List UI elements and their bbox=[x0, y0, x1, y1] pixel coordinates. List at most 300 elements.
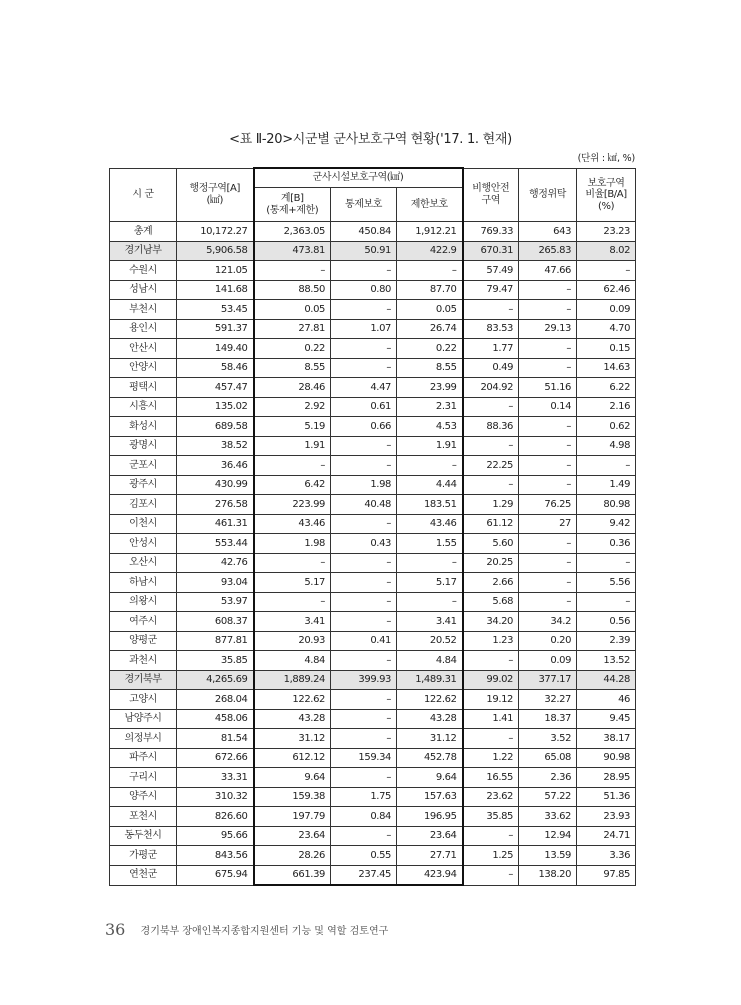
cell-value: 47.66 bbox=[519, 261, 577, 281]
cell-value: 81.54 bbox=[177, 729, 254, 749]
table-row bbox=[110, 475, 636, 495]
cell-value: 141.68 bbox=[177, 280, 254, 300]
cell-city-name: 고양시 bbox=[110, 690, 177, 710]
table-row bbox=[110, 319, 636, 339]
cell-value: 28.46 bbox=[254, 378, 331, 398]
cell-value: – bbox=[463, 651, 519, 671]
table-row bbox=[110, 514, 636, 534]
cell-value: 3.52 bbox=[519, 729, 577, 749]
cell-value: 0.15 bbox=[577, 339, 636, 359]
cell-value: – bbox=[331, 456, 397, 476]
cell-value: 1.23 bbox=[463, 631, 519, 651]
cell-value: 1.75 bbox=[331, 787, 397, 807]
cell-value: 612.12 bbox=[254, 748, 331, 768]
cell-city-name: 안산시 bbox=[110, 339, 177, 359]
cell-value: 5,906.58 bbox=[177, 241, 254, 261]
cell-value: 1.98 bbox=[254, 534, 331, 554]
unit-note: (단위 : ㎢, %) bbox=[577, 153, 635, 164]
cell-value: 1.49 bbox=[577, 475, 636, 495]
cell-value: 4.53 bbox=[397, 417, 463, 437]
cell-value: 3.41 bbox=[254, 612, 331, 632]
cell-value: 0.62 bbox=[577, 417, 636, 437]
cell-value: 4,265.69 bbox=[177, 670, 254, 690]
cell-city-name: 의정부시 bbox=[110, 729, 177, 749]
cell-value: 643 bbox=[519, 222, 577, 242]
cell-value: 53.45 bbox=[177, 300, 254, 320]
cell-value: 452.78 bbox=[397, 748, 463, 768]
cell-value: – bbox=[519, 417, 577, 437]
cell-city-name: 안성시 bbox=[110, 534, 177, 554]
cell-value: 4.47 bbox=[331, 378, 397, 398]
cell-city-name: 포천시 bbox=[110, 807, 177, 827]
cell-value: – bbox=[331, 514, 397, 534]
header-admin-area: 행정구역[A] (㎢) bbox=[177, 168, 254, 222]
header-military-group: 군사시설보호구역(㎢) bbox=[254, 168, 463, 188]
table-row bbox=[110, 241, 636, 261]
cell-city-name: 총계 bbox=[110, 222, 177, 242]
cell-value: 1.91 bbox=[254, 436, 331, 456]
page-number: 36 bbox=[105, 920, 126, 939]
cell-city-name: 동두천시 bbox=[110, 826, 177, 846]
cell-value: – bbox=[463, 300, 519, 320]
cell-value: 65.08 bbox=[519, 748, 577, 768]
cell-value: 76.25 bbox=[519, 495, 577, 515]
cell-value: 38.17 bbox=[577, 729, 636, 749]
cell-value: 1,912.21 bbox=[397, 222, 463, 242]
cell-value: 675.94 bbox=[177, 865, 254, 885]
cell-value: 2.39 bbox=[577, 631, 636, 651]
table-row bbox=[110, 339, 636, 359]
cell-value: 61.12 bbox=[463, 514, 519, 534]
cell-city-name: 남양주시 bbox=[110, 709, 177, 729]
cell-value: – bbox=[463, 397, 519, 417]
cell-value: 97.85 bbox=[577, 865, 636, 885]
cell-value: 87.70 bbox=[397, 280, 463, 300]
cell-value: 20.25 bbox=[463, 553, 519, 573]
table-row bbox=[110, 592, 636, 612]
cell-value: 62.46 bbox=[577, 280, 636, 300]
cell-city-name: 수원시 bbox=[110, 261, 177, 281]
cell-value: 19.12 bbox=[463, 690, 519, 710]
table-row bbox=[110, 280, 636, 300]
cell-value: 159.38 bbox=[254, 787, 331, 807]
cell-value: 88.50 bbox=[254, 280, 331, 300]
cell-value: – bbox=[463, 729, 519, 749]
cell-value: – bbox=[331, 690, 397, 710]
cell-value: 138.20 bbox=[519, 865, 577, 885]
cell-city-name: 시흥시 bbox=[110, 397, 177, 417]
cell-value: 50.91 bbox=[331, 241, 397, 261]
cell-value: – bbox=[463, 436, 519, 456]
cell-value: 0.55 bbox=[331, 846, 397, 866]
cell-value: 237.45 bbox=[331, 865, 397, 885]
cell-value: 689.58 bbox=[177, 417, 254, 437]
cell-value: 10,172.27 bbox=[177, 222, 254, 242]
cell-value: – bbox=[397, 456, 463, 476]
table-row bbox=[110, 826, 636, 846]
cell-value: – bbox=[463, 475, 519, 495]
cell-value: 2.92 bbox=[254, 397, 331, 417]
cell-city-name: 안양시 bbox=[110, 358, 177, 378]
cell-value: – bbox=[519, 339, 577, 359]
cell-value: 377.17 bbox=[519, 670, 577, 690]
cell-value: 79.47 bbox=[463, 280, 519, 300]
cell-city-name: 여주시 bbox=[110, 612, 177, 632]
cell-value: 473.81 bbox=[254, 241, 331, 261]
cell-value: 35.85 bbox=[177, 651, 254, 671]
cell-value: 0.14 bbox=[519, 397, 577, 417]
cell-city-name: 이천시 bbox=[110, 514, 177, 534]
footer-title: 경기북부 장애인복지종합지원센터 기능 및 역할 검토연구 bbox=[140, 926, 389, 937]
cell-value: 1.25 bbox=[463, 846, 519, 866]
table-row bbox=[110, 553, 636, 573]
cell-value: 0.80 bbox=[331, 280, 397, 300]
cell-value: 265.83 bbox=[519, 241, 577, 261]
table-row bbox=[110, 261, 636, 281]
cell-value: 6.42 bbox=[254, 475, 331, 495]
cell-value: 5.68 bbox=[463, 592, 519, 612]
cell-value: 23.99 bbox=[397, 378, 463, 398]
table-row bbox=[110, 495, 636, 515]
table-row bbox=[110, 631, 636, 651]
cell-value: – bbox=[331, 261, 397, 281]
table-row bbox=[110, 534, 636, 554]
cell-value: 88.36 bbox=[463, 417, 519, 437]
header-restricted: 제한보호 bbox=[397, 188, 463, 222]
cell-value: 43.46 bbox=[397, 514, 463, 534]
cell-value: 1.55 bbox=[397, 534, 463, 554]
table-row bbox=[110, 807, 636, 827]
cell-value: 0.09 bbox=[577, 300, 636, 320]
cell-city-name: 경기남부 bbox=[110, 241, 177, 261]
cell-value: 28.26 bbox=[254, 846, 331, 866]
cell-value: 44.28 bbox=[577, 670, 636, 690]
cell-value: 58.46 bbox=[177, 358, 254, 378]
cell-value: 157.63 bbox=[397, 787, 463, 807]
cell-value: 9.45 bbox=[577, 709, 636, 729]
cell-value: 0.49 bbox=[463, 358, 519, 378]
cell-value: 43.28 bbox=[254, 709, 331, 729]
cell-value: – bbox=[397, 592, 463, 612]
cell-value: 46 bbox=[577, 690, 636, 710]
table-row bbox=[110, 846, 636, 866]
cell-value: 1.91 bbox=[397, 436, 463, 456]
cell-city-name: 오산시 bbox=[110, 553, 177, 573]
cell-value: 1.41 bbox=[463, 709, 519, 729]
cell-value: – bbox=[577, 592, 636, 612]
cell-value: 31.12 bbox=[254, 729, 331, 749]
cell-value: 27.81 bbox=[254, 319, 331, 339]
cell-value: 0.05 bbox=[254, 300, 331, 320]
cell-value: 5.60 bbox=[463, 534, 519, 554]
cell-value: 57.49 bbox=[463, 261, 519, 281]
cell-value: 2.66 bbox=[463, 573, 519, 593]
cell-value: 40.48 bbox=[331, 495, 397, 515]
cell-value: 0.22 bbox=[254, 339, 331, 359]
cell-value: 843.56 bbox=[177, 846, 254, 866]
cell-value: – bbox=[519, 573, 577, 593]
cell-value: 36.46 bbox=[177, 456, 254, 476]
cell-value: 27.71 bbox=[397, 846, 463, 866]
cell-value: – bbox=[577, 553, 636, 573]
cell-value: 34.2 bbox=[519, 612, 577, 632]
cell-value: 1,489.31 bbox=[397, 670, 463, 690]
cell-value: 43.46 bbox=[254, 514, 331, 534]
cell-city-name: 파주시 bbox=[110, 748, 177, 768]
cell-value: 672.66 bbox=[177, 748, 254, 768]
cell-value: 26.74 bbox=[397, 319, 463, 339]
table-row bbox=[110, 436, 636, 456]
table-row bbox=[110, 456, 636, 476]
cell-value: 461.31 bbox=[177, 514, 254, 534]
cell-value: 4.70 bbox=[577, 319, 636, 339]
cell-city-name: 평택시 bbox=[110, 378, 177, 398]
cell-city-name: 광명시 bbox=[110, 436, 177, 456]
cell-city-name: 경기북부 bbox=[110, 670, 177, 690]
cell-value: 2,363.05 bbox=[254, 222, 331, 242]
cell-value: – bbox=[331, 573, 397, 593]
cell-value: 1,889.24 bbox=[254, 670, 331, 690]
cell-value: – bbox=[254, 456, 331, 476]
header-city: 시 군 bbox=[110, 168, 177, 222]
cell-city-name: 양주시 bbox=[110, 787, 177, 807]
cell-value: 457.47 bbox=[177, 378, 254, 398]
cell-value: 422.9 bbox=[397, 241, 463, 261]
cell-value: 20.93 bbox=[254, 631, 331, 651]
cell-value: – bbox=[331, 592, 397, 612]
cell-value: 42.76 bbox=[177, 553, 254, 573]
cell-value: 38.52 bbox=[177, 436, 254, 456]
cell-city-name: 용인시 bbox=[110, 319, 177, 339]
cell-city-name: 가평군 bbox=[110, 846, 177, 866]
cell-value: 34.20 bbox=[463, 612, 519, 632]
cell-value: – bbox=[577, 456, 636, 476]
cell-value: 16.55 bbox=[463, 768, 519, 788]
cell-value: 204.92 bbox=[463, 378, 519, 398]
cell-value: 0.41 bbox=[331, 631, 397, 651]
cell-value: 57.22 bbox=[519, 787, 577, 807]
cell-value: 1.98 bbox=[331, 475, 397, 495]
cell-value: – bbox=[254, 261, 331, 281]
cell-value: 13.59 bbox=[519, 846, 577, 866]
header-admin-consign: 행정위탁 bbox=[519, 168, 577, 222]
cell-value: – bbox=[331, 651, 397, 671]
cell-value: – bbox=[331, 729, 397, 749]
cell-value: 3.36 bbox=[577, 846, 636, 866]
cell-value: – bbox=[519, 300, 577, 320]
header-flight-safety: 비행안전 구역 bbox=[463, 168, 519, 222]
cell-value: 29.13 bbox=[519, 319, 577, 339]
cell-city-name: 성남시 bbox=[110, 280, 177, 300]
cell-value: 9.64 bbox=[254, 768, 331, 788]
table-caption: <표 Ⅱ-20>시군별 군사보호구역 현황('17. 1. 현재) bbox=[229, 132, 512, 147]
cell-city-name: 연천군 bbox=[110, 865, 177, 885]
cell-value: 33.62 bbox=[519, 807, 577, 827]
cell-value: – bbox=[254, 553, 331, 573]
cell-value: 1.29 bbox=[463, 495, 519, 515]
table-row bbox=[110, 768, 636, 788]
cell-value: 8.55 bbox=[397, 358, 463, 378]
cell-value: 28.95 bbox=[577, 768, 636, 788]
cell-value: 661.39 bbox=[254, 865, 331, 885]
cell-value: 5.56 bbox=[577, 573, 636, 593]
table-row bbox=[110, 748, 636, 768]
table-row bbox=[110, 670, 636, 690]
cell-value: 0.61 bbox=[331, 397, 397, 417]
cell-value: 20.52 bbox=[397, 631, 463, 651]
cell-value: 13.52 bbox=[577, 651, 636, 671]
cell-value: – bbox=[331, 339, 397, 359]
cell-value: 35.85 bbox=[463, 807, 519, 827]
cell-value: 553.44 bbox=[177, 534, 254, 554]
cell-value: 8.02 bbox=[577, 241, 636, 261]
cell-value: 0.36 bbox=[577, 534, 636, 554]
cell-value: 769.33 bbox=[463, 222, 519, 242]
cell-value: 0.84 bbox=[331, 807, 397, 827]
cell-value: – bbox=[254, 592, 331, 612]
cell-value: 0.09 bbox=[519, 651, 577, 671]
table-row bbox=[110, 378, 636, 398]
table-row bbox=[110, 417, 636, 437]
cell-value: 159.34 bbox=[331, 748, 397, 768]
cell-value: – bbox=[519, 436, 577, 456]
cell-value: 1.07 bbox=[331, 319, 397, 339]
table-row bbox=[110, 709, 636, 729]
cell-value: 32.27 bbox=[519, 690, 577, 710]
cell-value: 3.41 bbox=[397, 612, 463, 632]
cell-value: – bbox=[519, 475, 577, 495]
cell-value: 310.32 bbox=[177, 787, 254, 807]
cell-value: 826.60 bbox=[177, 807, 254, 827]
cell-value: 14.63 bbox=[577, 358, 636, 378]
cell-value: 4.98 bbox=[577, 436, 636, 456]
cell-city-name: 부천시 bbox=[110, 300, 177, 320]
cell-value: 99.02 bbox=[463, 670, 519, 690]
cell-value: 458.06 bbox=[177, 709, 254, 729]
cell-value: – bbox=[519, 553, 577, 573]
cell-value: 0.43 bbox=[331, 534, 397, 554]
cell-value: 23.64 bbox=[397, 826, 463, 846]
cell-value: 196.95 bbox=[397, 807, 463, 827]
cell-value: 53.97 bbox=[177, 592, 254, 612]
cell-value: 51.36 bbox=[577, 787, 636, 807]
cell-city-name: 하남시 bbox=[110, 573, 177, 593]
table-row bbox=[110, 729, 636, 749]
cell-value: – bbox=[397, 553, 463, 573]
cell-value: 23.93 bbox=[577, 807, 636, 827]
cell-value: – bbox=[577, 261, 636, 281]
cell-value: 223.99 bbox=[254, 495, 331, 515]
cell-city-name: 김포시 bbox=[110, 495, 177, 515]
cell-value: 9.42 bbox=[577, 514, 636, 534]
cell-value: – bbox=[331, 768, 397, 788]
cell-value: 4.84 bbox=[397, 651, 463, 671]
cell-value: 31.12 bbox=[397, 729, 463, 749]
cell-value: – bbox=[331, 709, 397, 729]
cell-value: 670.31 bbox=[463, 241, 519, 261]
cell-value: – bbox=[331, 436, 397, 456]
cell-value: – bbox=[331, 612, 397, 632]
cell-value: – bbox=[463, 826, 519, 846]
cell-value: 121.05 bbox=[177, 261, 254, 281]
cell-value: – bbox=[519, 358, 577, 378]
cell-value: – bbox=[519, 280, 577, 300]
cell-value: 8.55 bbox=[254, 358, 331, 378]
cell-value: 27 bbox=[519, 514, 577, 534]
cell-value: 197.79 bbox=[254, 807, 331, 827]
table-row bbox=[110, 612, 636, 632]
table-row bbox=[110, 651, 636, 671]
cell-value: 0.22 bbox=[397, 339, 463, 359]
cell-value: 43.28 bbox=[397, 709, 463, 729]
cell-value: 24.71 bbox=[577, 826, 636, 846]
table-row bbox=[110, 397, 636, 417]
cell-value: 399.93 bbox=[331, 670, 397, 690]
table-body bbox=[110, 222, 636, 886]
cell-city-name: 의왕시 bbox=[110, 592, 177, 612]
cell-value: 22.25 bbox=[463, 456, 519, 476]
cell-value: 23.62 bbox=[463, 787, 519, 807]
table-row bbox=[110, 690, 636, 710]
cell-value: 450.84 bbox=[331, 222, 397, 242]
cell-value: 268.04 bbox=[177, 690, 254, 710]
cell-value: 12.94 bbox=[519, 826, 577, 846]
cell-value: – bbox=[331, 300, 397, 320]
cell-city-name: 과천시 bbox=[110, 651, 177, 671]
cell-value: 93.04 bbox=[177, 573, 254, 593]
cell-value: 5.19 bbox=[254, 417, 331, 437]
cell-value: 135.02 bbox=[177, 397, 254, 417]
cell-value: 877.81 bbox=[177, 631, 254, 651]
header-total: 계[B] (통제+제한) bbox=[254, 188, 331, 222]
cell-value: 51.16 bbox=[519, 378, 577, 398]
cell-value: 0.66 bbox=[331, 417, 397, 437]
cell-value: 23.64 bbox=[254, 826, 331, 846]
cell-value: 5.17 bbox=[397, 573, 463, 593]
cell-value: 122.62 bbox=[397, 690, 463, 710]
cell-value: 4.84 bbox=[254, 651, 331, 671]
cell-value: – bbox=[519, 456, 577, 476]
table-row bbox=[110, 358, 636, 378]
cell-value: 2.31 bbox=[397, 397, 463, 417]
cell-value: – bbox=[397, 261, 463, 281]
cell-value: 183.51 bbox=[397, 495, 463, 515]
cell-value: 1.77 bbox=[463, 339, 519, 359]
cell-city-name: 양평군 bbox=[110, 631, 177, 651]
cell-value: 95.66 bbox=[177, 826, 254, 846]
table-row bbox=[110, 865, 636, 885]
cell-city-name: 구리시 bbox=[110, 768, 177, 788]
cell-value: 83.53 bbox=[463, 319, 519, 339]
cell-value: 4.44 bbox=[397, 475, 463, 495]
cell-value: 430.99 bbox=[177, 475, 254, 495]
cell-value: – bbox=[331, 553, 397, 573]
cell-value: – bbox=[331, 826, 397, 846]
cell-value: 423.94 bbox=[397, 865, 463, 885]
cell-value: 5.17 bbox=[254, 573, 331, 593]
cell-value: 2.36 bbox=[519, 768, 577, 788]
page-footer bbox=[105, 920, 388, 939]
cell-value: 276.58 bbox=[177, 495, 254, 515]
cell-value: 591.37 bbox=[177, 319, 254, 339]
military-protection-table bbox=[109, 167, 636, 886]
cell-value: – bbox=[519, 534, 577, 554]
cell-value: – bbox=[463, 865, 519, 885]
cell-value: 2.16 bbox=[577, 397, 636, 417]
cell-value: 80.98 bbox=[577, 495, 636, 515]
cell-city-name: 화성시 bbox=[110, 417, 177, 437]
cell-value: 0.56 bbox=[577, 612, 636, 632]
